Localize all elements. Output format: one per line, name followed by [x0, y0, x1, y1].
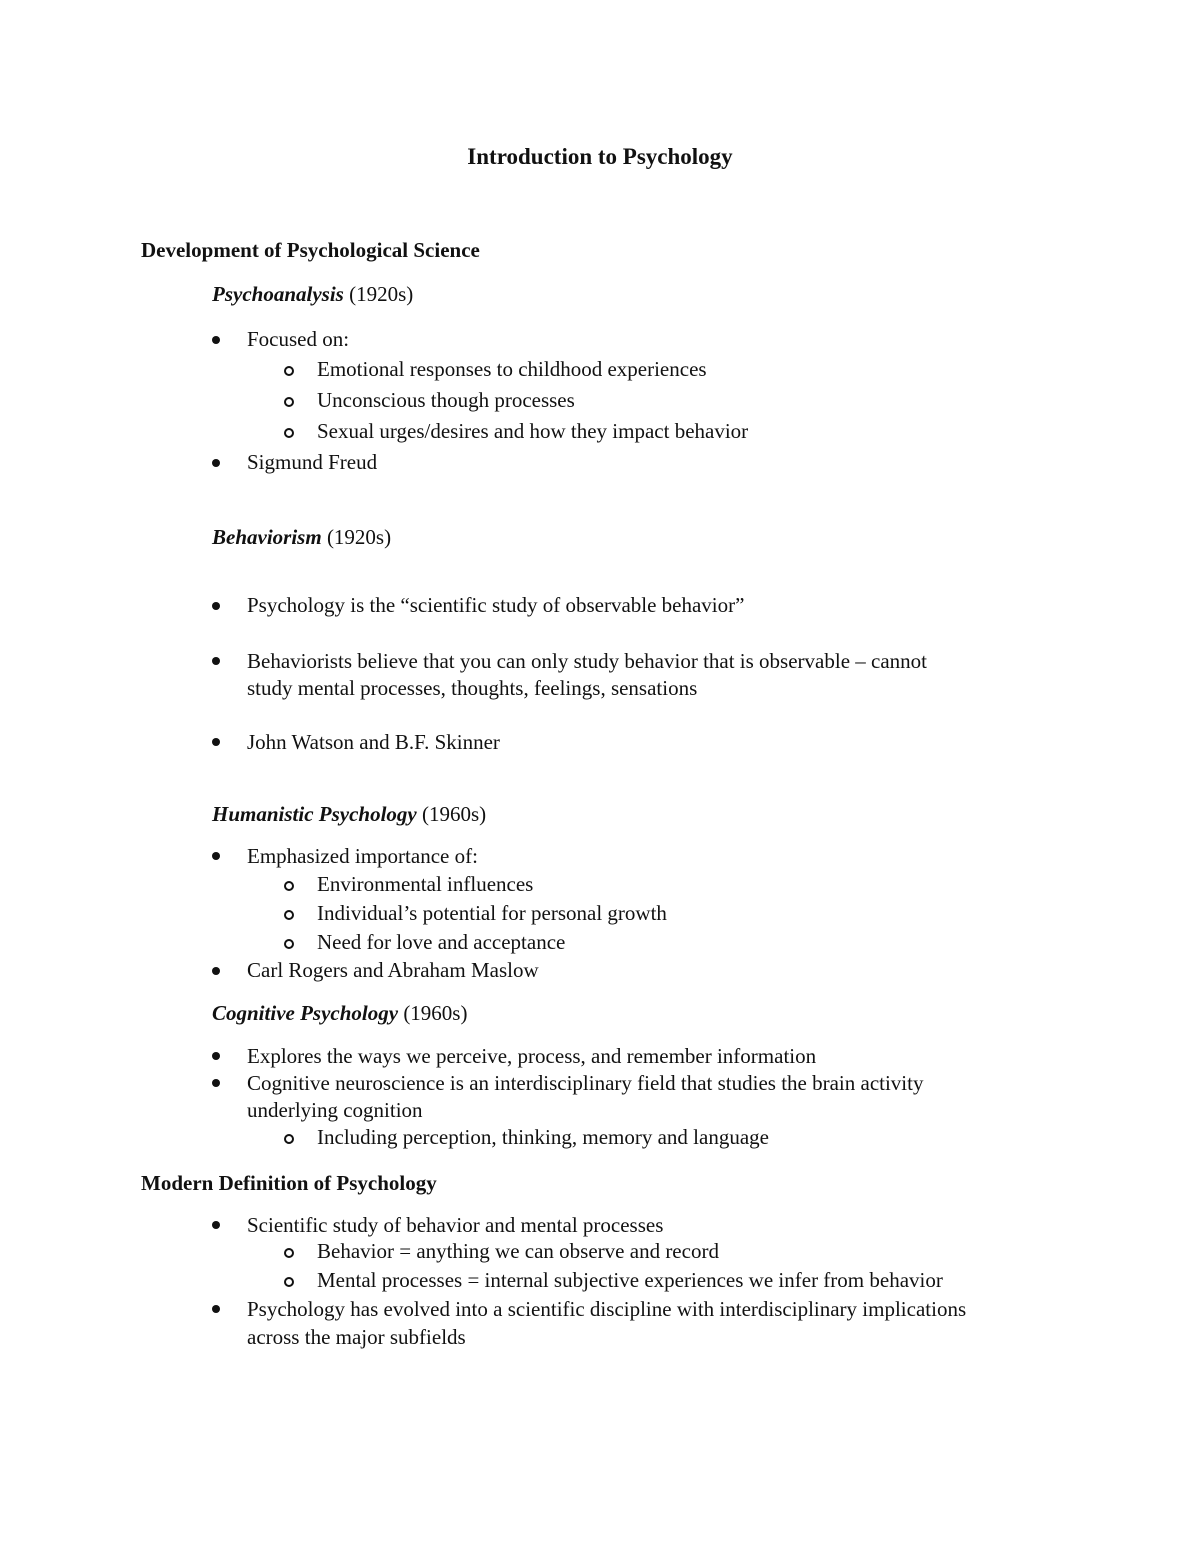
subheading-name: Psychoanalysis	[212, 282, 344, 306]
list-item: Cognitive neuroscience is an interdisciplinary field that studies the brain activity	[247, 1071, 924, 1095]
list-item-continuation: study mental processes, thoughts, feelings, sensations	[247, 676, 698, 700]
sub-list-item: Environmental influences	[317, 872, 534, 896]
list-item-continuation: across the major subfields	[247, 1325, 466, 1349]
sub-bullet-icon	[284, 1277, 294, 1287]
sub-bullet-icon	[284, 366, 294, 376]
sub-bullet-icon	[284, 910, 294, 920]
sub-list-item: Behavior = anything we can observe and record	[317, 1239, 719, 1263]
page-title: Introduction to Psychology	[467, 144, 733, 169]
subheading-name: Behaviorism	[212, 525, 322, 549]
sub-list-item: Including perception, thinking, memory and language	[317, 1125, 769, 1149]
bullet-icon	[212, 336, 220, 344]
sub-bullet-icon	[284, 1248, 294, 1258]
list-item: Scientific study of behavior and mental processes	[247, 1213, 664, 1237]
list-item: Behaviorists believe that you can only study behavior that is observable – cannot	[247, 649, 927, 673]
subheading-psychoanalysis	[212, 282, 413, 307]
sub-list-item: Mental processes = internal subjective experiences we infer from behavior	[317, 1268, 943, 1292]
list-item: John Watson and B.F. Skinner	[247, 730, 500, 754]
bullet-icon	[212, 967, 220, 975]
subheading-humanistic	[212, 802, 486, 827]
list-item: Sigmund Freud	[247, 450, 378, 474]
sub-bullet-icon	[284, 428, 294, 438]
sub-bullet-icon	[284, 1134, 294, 1144]
sub-bullet-icon	[284, 939, 294, 949]
sub-bullet-icon	[284, 397, 294, 407]
subheading-behaviorism	[212, 525, 391, 550]
bullet-icon	[212, 1305, 220, 1313]
bullet-icon	[212, 1221, 220, 1229]
sub-list-item: Sexual urges/desires and how they impact behavior	[317, 419, 749, 443]
sub-list-item: Unconscious though processes	[317, 388, 575, 412]
list-item: Carl Rogers and Abraham Maslow	[247, 958, 539, 982]
list-item: Emphasized importance of:	[247, 844, 478, 868]
subheading-cognitive	[212, 1001, 467, 1026]
section-heading-modern: Modern Definition of Psychology	[141, 1171, 437, 1195]
list-item-continuation: underlying cognition	[247, 1098, 423, 1122]
list-item: Explores the ways we perceive, process, and remember information	[247, 1044, 817, 1068]
bullet-icon	[212, 1079, 220, 1087]
subheading-name: Humanistic Psychology	[212, 802, 417, 826]
bullet-icon	[212, 738, 220, 746]
subheading-name: Cognitive Psychology	[212, 1001, 399, 1025]
sub-list-item: Need for love and acceptance	[317, 930, 566, 954]
bullet-icon	[212, 459, 220, 467]
section-heading-development: Development of Psychological Science	[141, 238, 480, 262]
subheading-period: (1920s)	[343, 282, 414, 306]
list-item: Psychology has evolved into a scientific discipline with interdisciplinary implications	[247, 1297, 967, 1321]
subheading-period: (1920s)	[321, 525, 392, 549]
sub-list-item: Emotional responses to childhood experiences	[317, 357, 707, 381]
sub-list-item: Individual’s potential for personal growth	[317, 901, 667, 925]
list-item: Psychology is the “scientific study of observable behavior”	[247, 593, 745, 617]
bullet-icon	[212, 657, 220, 665]
subheading-period: (1960s)	[416, 802, 487, 826]
subheading-period: (1960s)	[398, 1001, 468, 1025]
sub-bullet-icon	[284, 881, 294, 891]
bullet-icon	[212, 602, 220, 610]
bullet-icon	[212, 852, 220, 860]
bullet-icon	[212, 1052, 220, 1060]
list-item: Focused on:	[247, 327, 350, 351]
